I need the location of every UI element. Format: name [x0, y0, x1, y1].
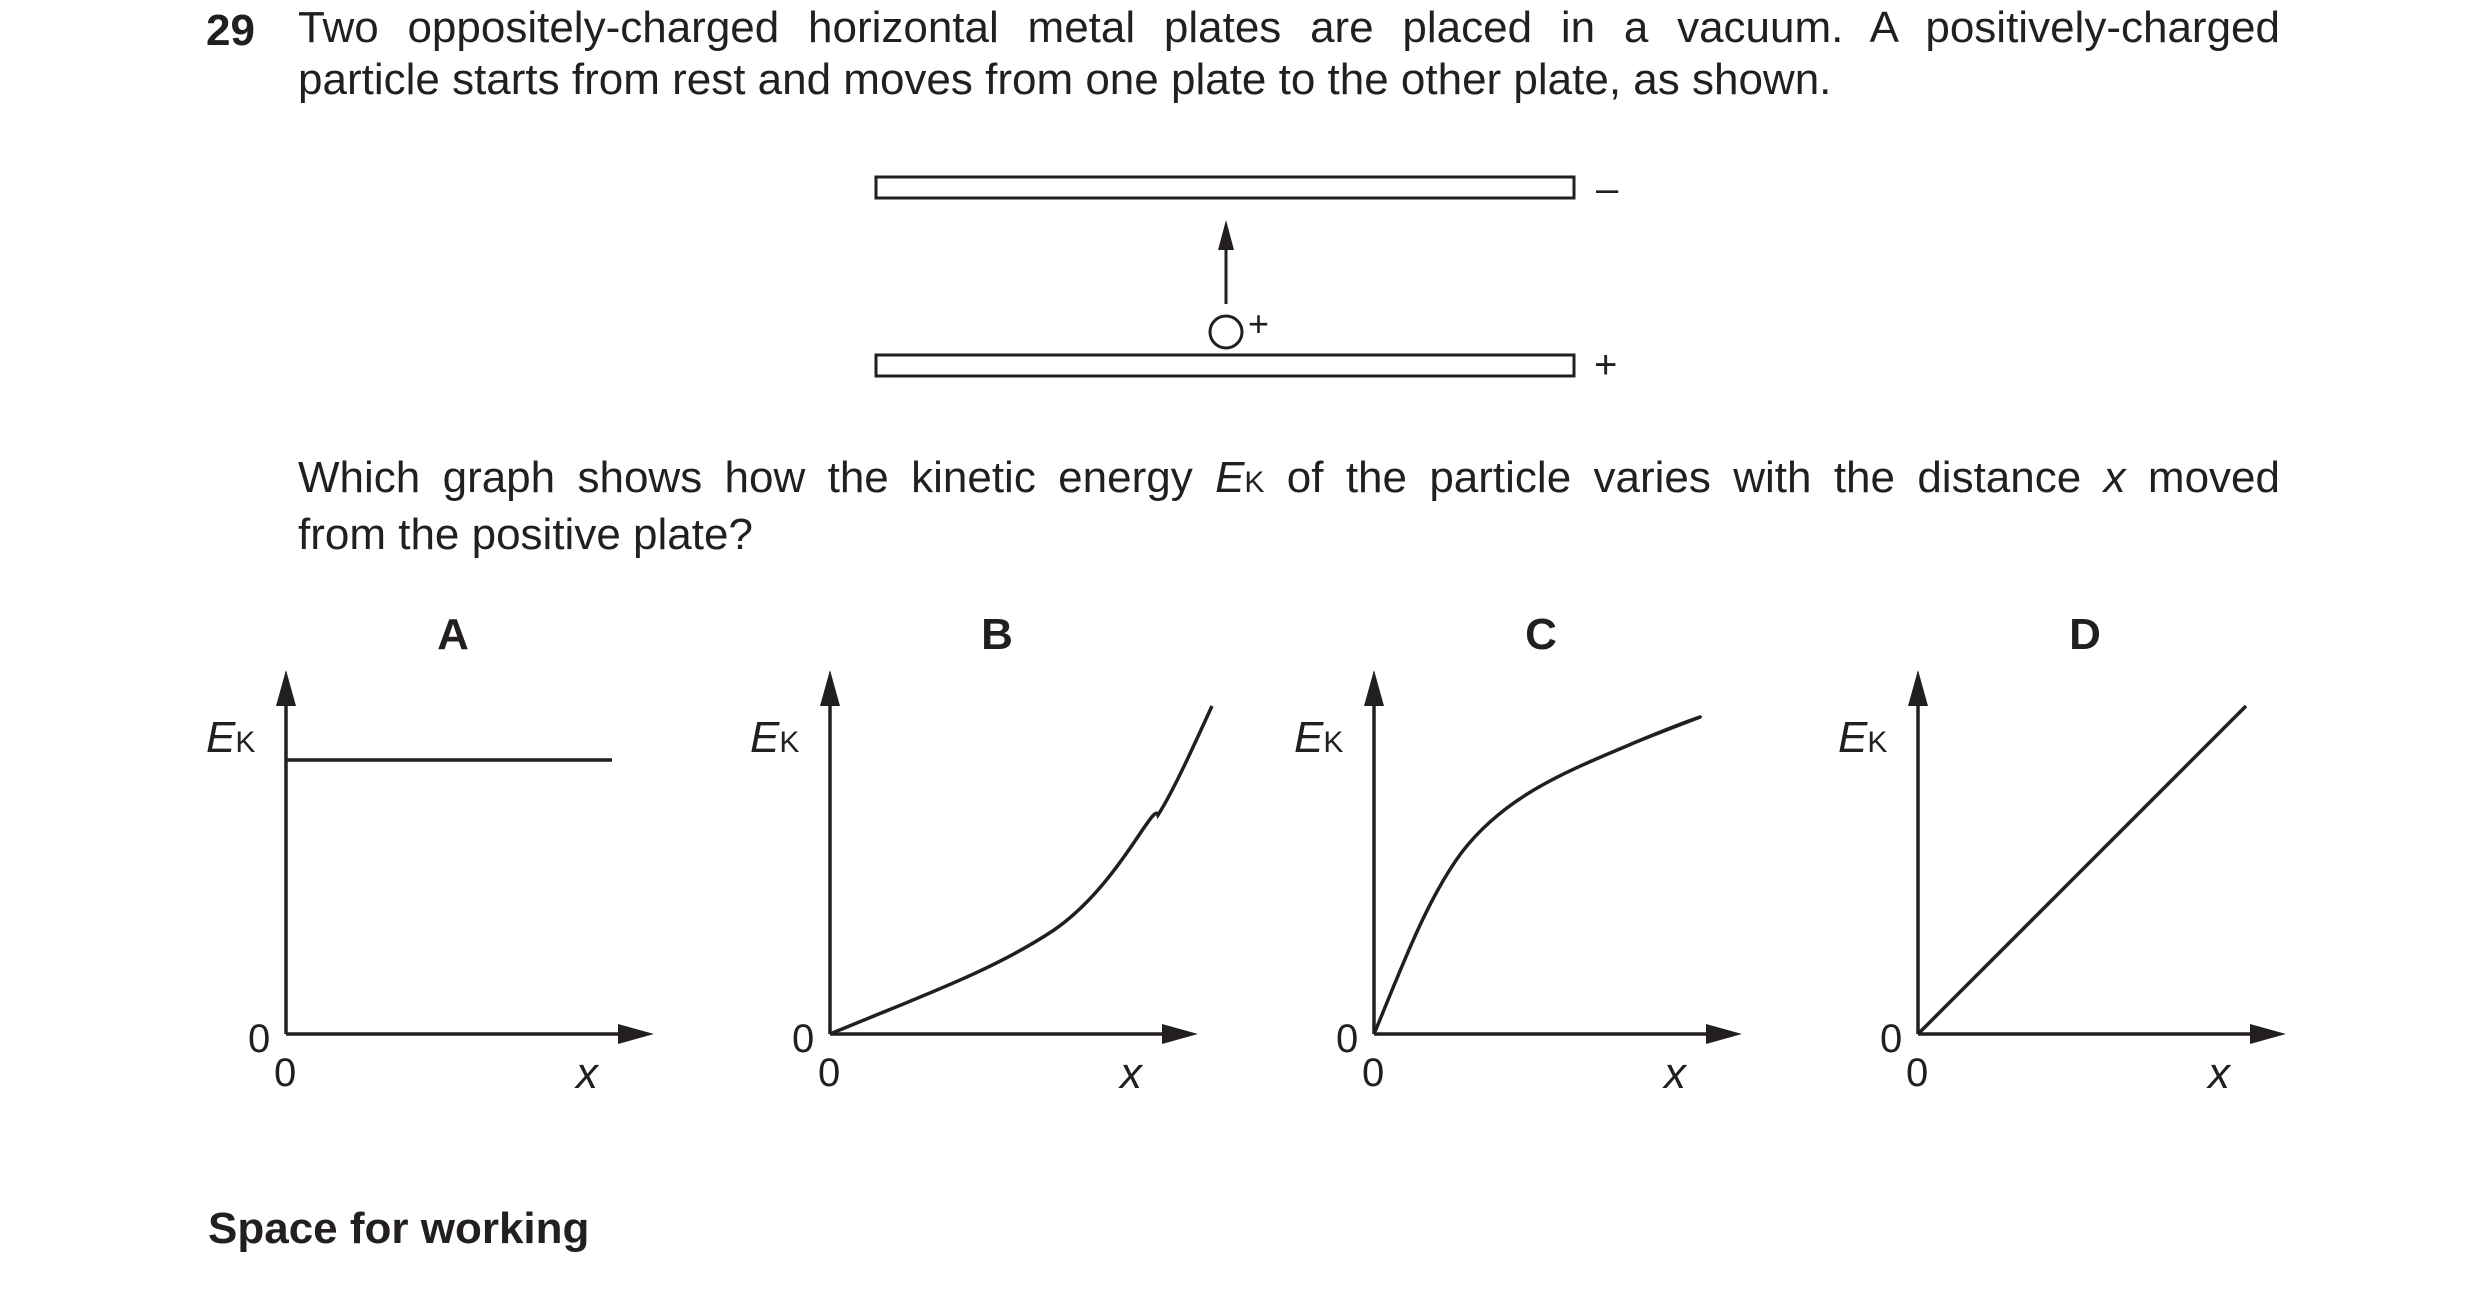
graph-d-y-arrow	[1908, 670, 1928, 706]
graph-b-xlabel: x	[1120, 1049, 1142, 1098]
positive-plate	[876, 355, 1574, 376]
graph-c-y-arrow	[1364, 670, 1384, 706]
graph-c-option-label: C	[1525, 610, 1557, 659]
graph-b-ylabel	[750, 713, 799, 762]
graph-d-origin-y: 0	[1880, 1017, 1903, 1061]
graph-c-curve	[1374, 715, 1722, 1034]
graph-c-origin-y: 0	[1336, 1017, 1359, 1061]
graph-d-ylabel-k: K	[1867, 726, 1888, 759]
graph-a-x-arrow	[618, 1024, 654, 1044]
graph-d-xlabel: x	[2208, 1049, 2230, 1098]
graph-d-ylabel	[1838, 713, 1887, 762]
graph-b-origin-y: 0	[792, 1017, 815, 1061]
graph-a-ylabel-e: E	[206, 713, 236, 762]
graph-c-x-arrow	[1706, 1024, 1742, 1044]
graph-b-origin-x: 0	[818, 1051, 841, 1095]
graph-b-ylabel-e: E	[750, 713, 780, 762]
intro-line-2: particle starts from rest and moves from one plate to the other plate, as shown.	[298, 55, 1832, 104]
graph-a-ylabel	[206, 713, 255, 762]
graph-a	[206, 610, 654, 1098]
graph-c	[1294, 610, 1742, 1098]
graph-d-origin-x: 0	[1906, 1051, 1929, 1095]
stem-line-2: from the positive plate?	[298, 510, 753, 559]
negative-plate-sign: –	[1596, 167, 1619, 211]
graph-d	[1838, 610, 2286, 1098]
graph-a-y-arrow	[276, 670, 296, 706]
stem-text-a: Which graph shows how the kinetic energy	[298, 453, 1216, 502]
graph-c-origin-x: 0	[1362, 1051, 1385, 1095]
graph-d-curve	[1918, 706, 2246, 1034]
graph-c-ylabel	[1294, 713, 1343, 762]
stem-symbol-k: K	[1244, 466, 1265, 499]
graph-a-origin-x: 0	[274, 1051, 297, 1095]
graph-d-x-arrow	[2250, 1024, 2286, 1044]
stem-symbol-x: x	[2103, 453, 2126, 502]
graph-c-ylabel-e: E	[1294, 713, 1324, 762]
graph-d-option-label: D	[2069, 610, 2101, 659]
stem-text-c: moved	[2125, 453, 2280, 502]
negative-plate	[876, 177, 1574, 198]
graph-b-ylabel-k: K	[779, 726, 800, 759]
graph-b-option-label: B	[981, 610, 1013, 659]
intro-line-1: Two oppositely-charged horizontal metal plates are placed in a vacuum. A positively-charged	[298, 3, 2280, 52]
space-for-working: Space for working	[208, 1204, 590, 1253]
graph-a-origin-y: 0	[248, 1017, 271, 1061]
positive-plate-sign: +	[1594, 343, 1618, 387]
graph-c-ylabel-k: K	[1323, 726, 1344, 759]
graph-c-xlabel: x	[1664, 1049, 1686, 1098]
particle	[1210, 316, 1242, 348]
graph-b-curve	[830, 706, 1212, 1034]
graph-a-option-label: A	[437, 610, 469, 659]
stem-symbol-e: E	[1215, 453, 1245, 502]
graph-a-xlabel: x	[576, 1049, 598, 1098]
stem-text-b: of the particle varies with the distance	[1264, 453, 2104, 502]
motion-arrow-head	[1218, 220, 1234, 250]
graph-d-ylabel-e: E	[1838, 713, 1868, 762]
graph-b	[750, 610, 1212, 1098]
particle-sign: +	[1248, 303, 1270, 344]
graph-a-ylabel-k: K	[235, 726, 256, 759]
plates-diagram	[876, 167, 1619, 387]
question-number: 29	[206, 6, 255, 55]
graph-b-y-arrow	[820, 670, 840, 706]
graph-c-curve-line	[1374, 717, 1700, 1034]
graph-b-x-arrow	[1162, 1024, 1198, 1044]
